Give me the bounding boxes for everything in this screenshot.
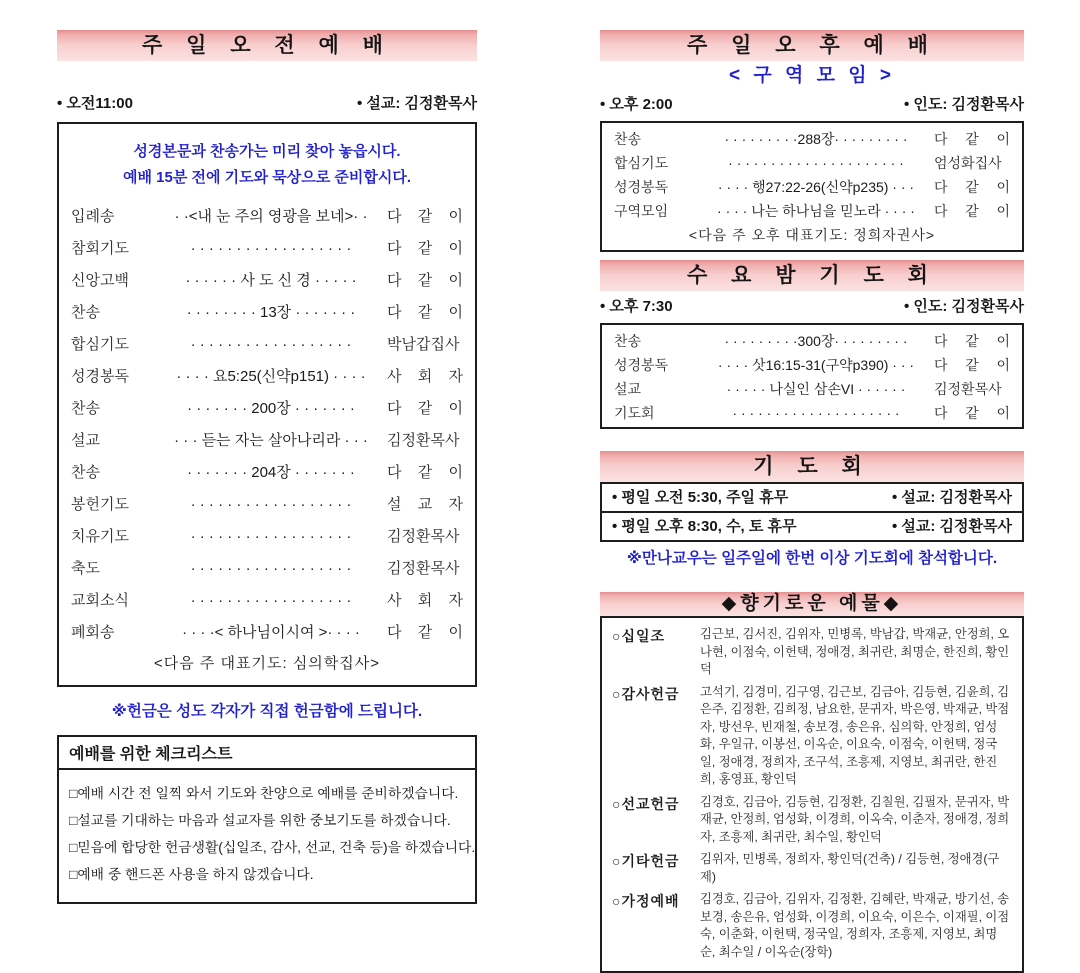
order-person: 다 같 이 (387, 464, 463, 481)
checklist-item: □설교를 기대하는 마음과 설교자를 위한 중보기도를 하겠습니다. (69, 813, 451, 828)
order-person: 설 교 자 (387, 496, 463, 513)
prayer-row (602, 513, 1022, 540)
order-content: · · · · 요5:25(신약p151) · · · · (176, 368, 366, 385)
order-row (59, 457, 475, 489)
checklist-items (59, 770, 475, 902)
order-content: · · · · 나는 하나님을 믿노라 · · · · (717, 203, 915, 219)
order-row (59, 521, 475, 553)
order-person: 다 같 이 (387, 400, 463, 417)
order-label: 폐회송 (71, 624, 115, 641)
order-content: · · · ·< 하나님이시여 >· · · · (182, 624, 360, 641)
prayer-attendance-note: ※만나교우는 일주일에 한번 이상 기도회에 참석합니다. (626, 550, 998, 567)
order-content: · · · · · · · · · · · · · · · · · · · · · (728, 155, 904, 171)
offering-instruction-note: ※헌금은 성도 각자가 직접 헌금함에 드립니다. (111, 703, 423, 720)
order-person: 사 회 자 (387, 368, 463, 385)
offering-category: ○십일조 (612, 628, 666, 644)
offering-names: 김근보, 김서진, 김위자, 민병록, 박남갑, 박재균, 안정희, 오나현, 이점숙, 이헌택, 정애경, 최귀란, 최명순, 한진희, 황인덕 (700, 627, 1010, 676)
order-row (59, 233, 475, 265)
order-label: 찬송 (71, 464, 100, 481)
order-row (602, 151, 1022, 175)
order-row (602, 329, 1022, 353)
order-row (59, 425, 475, 457)
morning-order-box (57, 122, 477, 687)
order-person: 다 같 이 (934, 405, 1010, 421)
order-content: · · · · · · · · · · · · · · · · · · (190, 592, 352, 609)
prayer-meeting-box (600, 482, 1024, 542)
order-label: 입례송 (71, 208, 115, 225)
offering-row (612, 626, 1012, 679)
offering-row (612, 794, 1012, 847)
next-week-afternoon-prayer-note: <다음 주 오후 대표기도: 정희자권사> (688, 227, 936, 243)
order-person: 다 같 이 (934, 179, 1010, 195)
order-person: 김정환목사 (387, 528, 460, 545)
prayer-row (602, 484, 1022, 513)
offering-names: 고석기, 김경미, 김구영, 김근보, 김금아, 김등현, 김윤희, 김은주, 김정환, 김희정, 남요한, 문귀자, 박은영, 박재균, 박점자, 방선우, 빈재철, 송보경, 송은유, 심의학, 안정희, 엄성화, 우일규, 이봉선, 이옥순, 이요숙, 이점숙, 이헌택, 정국일, 정애경, 정희자, 조구석, 조흥제, 지영보, 최귀란, 한진희, 홍영표, 황인덕 (700, 684, 1010, 786)
order-label: 설교 (614, 381, 642, 397)
order-content: · · · · · · · 204장 · · · · · · · (187, 464, 355, 481)
offering-row (612, 851, 1012, 886)
order-person: 다 같 이 (934, 131, 1010, 147)
order-person: 김정환목사 (387, 432, 460, 449)
offering-names: 김경호, 김금아, 김위자, 김정환, 김혜란, 박재균, 방기선, 송보경, 송은유, 엄성화, 이경희, 이요숙, 이은수, 이재필, 이점숙, 이춘화, 이헌택, 정국일, 정희자, 조흥제, 지영보, 최명순, 최수일 / 이옥순(장학) (700, 892, 1010, 959)
wednesday-order-box (600, 323, 1024, 429)
worship-checklist-box (57, 735, 477, 904)
order-label: 설교 (71, 432, 100, 449)
order-row (602, 401, 1022, 425)
district-meeting-subtitle: < 구 역 모 임 > (728, 65, 895, 86)
offering-category: ○기타헌금 (612, 853, 680, 869)
order-row (59, 489, 475, 521)
afternoon-meta-row (600, 95, 1024, 115)
order-label: 합심기도 (71, 336, 129, 353)
morning-time: • 오전11:00 (57, 95, 133, 112)
order-label: 성경봉독 (614, 357, 669, 373)
order-person: 다 같 이 (387, 624, 463, 641)
order-content: · · · · 삿16:15-31(구약p390) · · · (717, 357, 915, 373)
order-row (59, 297, 475, 329)
order-person: 다 같 이 (934, 357, 1010, 373)
order-content: · · · · · · · · ·288장· · · · · · · · · (724, 131, 908, 147)
order-person: 사 회 자 (387, 592, 463, 609)
order-row (59, 553, 475, 585)
offering-category: ○감사헌금 (612, 685, 680, 702)
wednesday-meta-row (600, 297, 1024, 317)
order-label: 찬송 (71, 400, 100, 417)
order-row (59, 393, 475, 425)
order-row (59, 265, 475, 297)
prayer-preacher: • 설교: 김정환목사 (891, 489, 1012, 506)
order-row (59, 617, 475, 649)
order-person: 박남갑집사 (387, 336, 460, 353)
order-label: 참회기도 (71, 240, 129, 257)
prayer-schedule: • 평일 오전 5:30, 주일 휴무 (612, 489, 789, 506)
notice-line-2: 예배 15분 전에 기도와 묵상으로 준비합시다. (122, 169, 412, 186)
right-column (600, 30, 1024, 973)
order-person: 엄성화집사 (934, 155, 1002, 171)
order-row (602, 377, 1022, 401)
offerings-header: ◆향기로운 예물◆ (600, 592, 1024, 616)
order-label: 합심기도 (614, 155, 669, 171)
order-person: 다 같 이 (934, 333, 1010, 349)
wednesday-leader: • 인도: 김정환목사 (903, 298, 1024, 315)
afternoon-leader: • 인도: 김정환목사 (903, 96, 1024, 113)
order-content: · · · · 행27:22-26(신약p235) · · · (717, 179, 915, 195)
checklist-item: □예배 시간 전 일찍 와서 기도와 찬양으로 예배를 준비하겠습니다. (69, 786, 459, 801)
morning-meta-row (57, 94, 477, 114)
order-row (602, 127, 1022, 151)
prayer-preacher: • 설교: 김정환목사 (891, 518, 1012, 535)
order-row (59, 329, 475, 361)
order-content: · · · · · · · · ·300장· · · · · · · · · (724, 333, 908, 349)
afternoon-order-box (600, 121, 1024, 252)
morning-service-header: 주 일 오 전 예 배 (57, 30, 477, 61)
next-week-prayer-note: <다음 주 대표기도: 심의학집사> (153, 655, 381, 672)
offering-names: 김경호, 김금아, 김등현, 김정환, 김칠원, 김필자, 문귀자, 박재균, 안정희, 엄성화, 이경희, 이옥숙, 이춘자, 정애경, 정희자, 조흥제, 최귀란, 최수일, 황인덕 (700, 794, 1010, 844)
order-person: 다 같 이 (387, 272, 463, 289)
prayer-meeting-header: 기 도 회 (600, 451, 1024, 482)
order-content: · · · · · · · · · · · · · · · · · · (190, 496, 352, 513)
order-person: 김정환목사 (934, 381, 1002, 397)
order-row (59, 361, 475, 393)
offering-row (612, 684, 1012, 789)
notice-line-1: 성경본문과 찬송가는 미리 찾아 놓읍시다. (133, 143, 401, 160)
offering-row (612, 891, 1012, 961)
order-person: 김정환목사 (387, 560, 460, 577)
order-content: · · · · · 나실인 삼손VI · · · · · · (726, 381, 906, 397)
prayer-schedule: • 평일 오후 8:30, 수, 토 휴무 (612, 518, 797, 535)
order-content: · · · · · · 사 도 신 경 · · · · · (185, 272, 357, 289)
order-label: 찬송 (71, 304, 100, 321)
order-label: 찬송 (614, 131, 642, 147)
checklist-item: □예배 중 핸드폰 사용을 하지 않겠습니다. (69, 867, 314, 882)
order-content: · · · · · · · · 13장 · · · · · · · (186, 304, 356, 321)
offering-category: ○가정예배 (612, 893, 680, 909)
left-column (57, 30, 477, 904)
wednesday-prayer-header: 수 요 밤 기 도 회 (600, 260, 1024, 291)
order-row (602, 175, 1022, 199)
order-content: · ·<내 눈 주의 영광을 보네>· · (174, 208, 368, 225)
order-content: · · · · · · · · · · · · · · · · · · (190, 528, 352, 545)
wednesday-time: • 오후 7:30 (600, 298, 673, 315)
order-row (59, 585, 475, 617)
order-person: 다 같 이 (387, 208, 463, 225)
order-person: 다 같 이 (387, 304, 463, 321)
order-label: 기도회 (614, 405, 655, 421)
order-content: · · · · · · · · · · · · · · · · · · (190, 336, 352, 353)
order-label: 신앙고백 (71, 272, 129, 289)
order-label: 축도 (71, 560, 100, 577)
offerings-box (600, 616, 1024, 973)
order-row (602, 199, 1022, 223)
order-content: · · · · · · · · · · · · · · · · · · (190, 240, 352, 257)
order-label: 구역모임 (614, 203, 669, 219)
order-content: · · · 듣는 자는 살아나리라 · · · (174, 432, 368, 449)
afternoon-service-header: 주 일 오 후 예 배 (600, 30, 1024, 61)
order-content: · · · · · · · 200장 · · · · · · · (187, 400, 355, 417)
order-label: 성경봉독 (614, 179, 669, 195)
order-label: 성경봉독 (71, 368, 129, 385)
order-content: · · · · · · · · · · · · · · · · · · (190, 560, 352, 577)
order-row (602, 353, 1022, 377)
checklist-item: □믿음에 합당한 헌금생활(십일조, 감사, 선교, 건축 등)을 하겠습니다. (69, 840, 476, 855)
offering-category: ○선교헌금 (612, 795, 680, 812)
order-person: 다 같 이 (387, 240, 463, 257)
morning-preacher: • 설교: 김정환목사 (356, 95, 477, 112)
afternoon-time: • 오후 2:00 (600, 96, 673, 113)
order-label: 찬송 (614, 333, 642, 349)
checklist-title: 예배를 위한 체크리스트 (59, 737, 475, 770)
offering-names: 김위자, 민병록, 정희자, 황인덕(건축) / 김등현, 정애경(구제) (700, 852, 1000, 884)
order-label: 치유기도 (71, 528, 129, 545)
order-label: 봉헌기도 (71, 496, 129, 513)
order-row (59, 201, 475, 233)
order-label: 교회소식 (71, 592, 129, 609)
preparation-notice (63, 139, 471, 191)
order-content: · · · · · · · · · · · · · · · · · · · · (732, 405, 900, 421)
order-person: 다 같 이 (934, 203, 1010, 219)
